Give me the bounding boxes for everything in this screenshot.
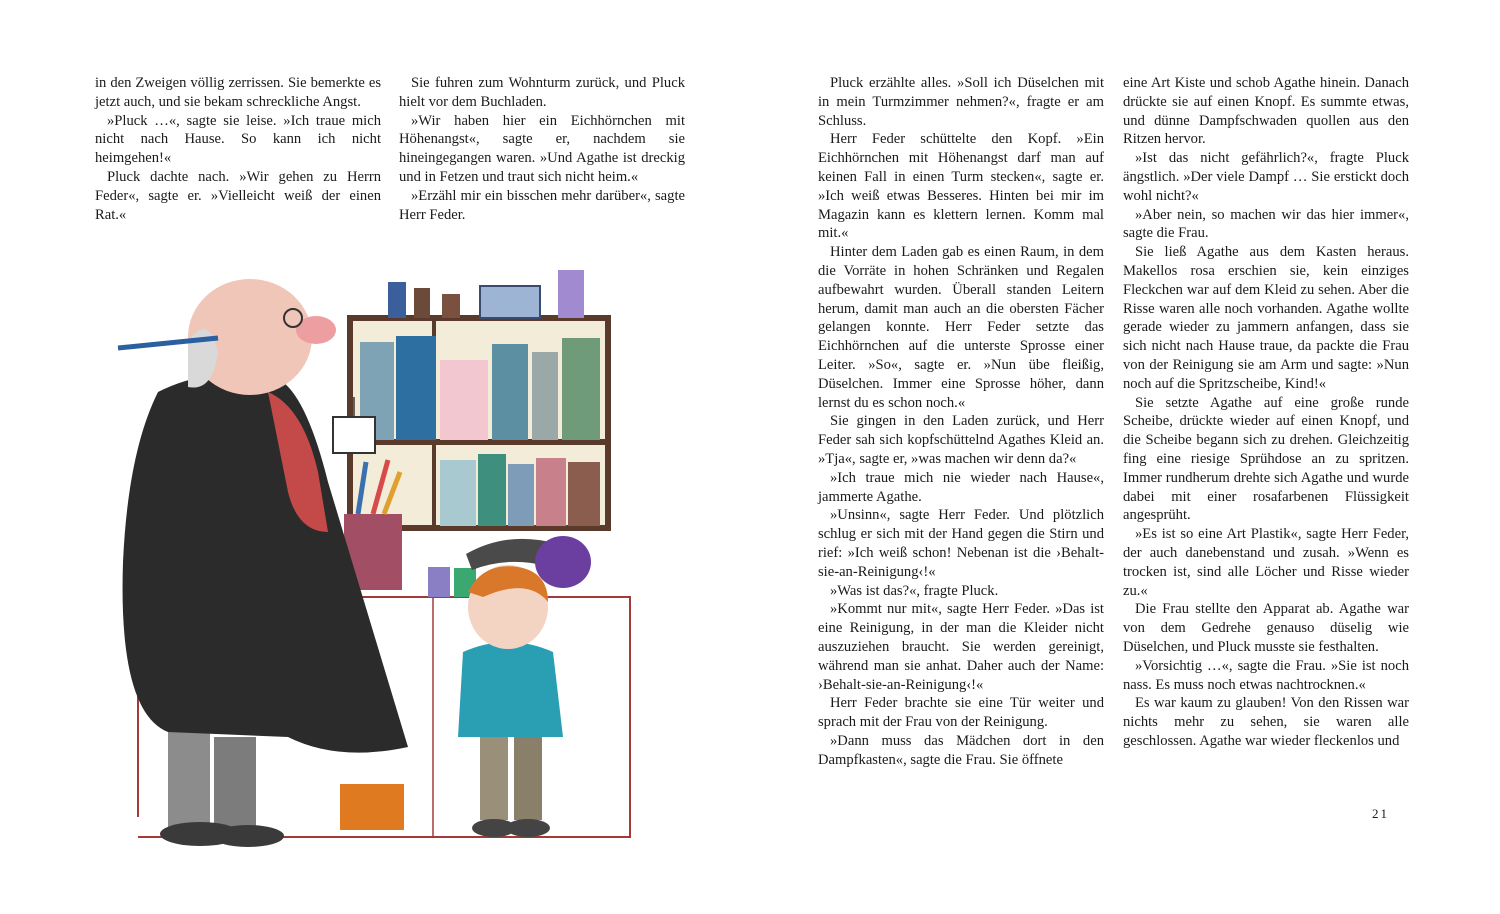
paragraph: »Erzähl mir ein bisschen mehr darüber«, sagte Herr Feder. [399, 187, 685, 223]
paragraph: Sie fuhren zum Wohnturm zurück, und Pluck hielt vor dem Buchladen. [399, 75, 685, 110]
paragraph: »Ich traue mich nie wieder nach Hause«, jammerte Agathe. [818, 469, 1104, 505]
paragraph: »Unsinn«, sagte Herr Feder. Und plötzlich schlug er sich mit der Hand gegen die Stirn und rief: »Ich weiß schon! Nebenan ist die ›Behalt-sie-an-Reinigung‹!« [818, 507, 1104, 580]
paragraph: Pluck dachte nach. »Wir gehen zu Herrn Feder«, sagte er. »Vielleicht weiß der einen Rat.« [95, 168, 381, 223]
paragraph: »Ist das nicht gefährlich?«, fragte Pluck ängstlich. »Der viele Dampf … Sie erstickt doch wohl nicht?« [1123, 150, 1409, 204]
paragraph: Sie gingen in den Laden zurück, und Herr Feder sah sich kopfschüttelnd Agathes Kleid an. »Tja«, sagte er, »was machen wir denn da?« [818, 413, 1104, 467]
paragraph: »Vorsichtig …«, sagte die Frau. »Sie ist noch nass. Es muss noch etwas nachtrocknen.« [1123, 657, 1409, 693]
paragraph: »Was ist das?«, fragte Pluck. [830, 582, 999, 599]
paragraph: »Wir haben hier ein Eichhörnchen mit Höhenangst«, sagte er, nachdem sie hineingegangen waren. »Und Agathe ist dreckig und in Fetzen und traut sich nicht heim.« [399, 112, 685, 185]
box [340, 784, 404, 830]
paragraph: in den Zweigen völlig zerrissen. Sie bemerkte es jetzt auch, und sie bekam schreckliche Angst. [95, 75, 381, 110]
text-column-2 [399, 74, 685, 224]
paragraph: Pluck erzählte alles. »Soll ich Düselchen mit in mein Turmzimmer nehmen?«, fragte er am Schluss. [818, 75, 1104, 129]
paragraph: »Kommt nur mit«, sagte Herr Feder. »Das ist eine Reinigung, in der man die Kleider nicht auszuziehen braucht. Sie werden gereinigt, während man sie anhat. Daher auch der Name: ›Behalt-sie-an-Reinigung‹!« [818, 601, 1104, 693]
paragraph: Die Frau stellte den Apparat ab. Agathe war von dem Gedrehe genauso düselig wie Düselchen, und Pluck musste sie festhalten. [1123, 601, 1409, 655]
paragraph: Herr Feder schüttelte den Kopf. »Ein Eichhörnchen mit Höhenangst darf man auf keinen Fall in einen Turm stecken«, sagte er. »Ich weiß etwas Besseres. Hinten bei mir im Magazin kann es klettern lernen. Komm mal mit.« [818, 131, 1104, 242]
paragraph: Es war kaum zu glauben! Von den Rissen war nichts mehr zu sehen, sie waren alle geschlossen. Agathe war wieder fleckenlos und [1123, 695, 1409, 749]
paragraph: Herr Feder brachte sie eine Tür weiter und sprach mit der Frau von der Reinigung. [818, 695, 1104, 731]
paragraph: Sie setzte Agathe auf eine große runde Scheibe, drückte wieder auf einen Knopf, und die Scheibe begann sich zu drehen. Gleichzeitig fing eine riesige Sprühdose an zu spritzen. Immer rundherum drehte sich Agathe und wurde dabei mit einer rosafarbenen Flüssigkeit angesprüht. [1123, 394, 1409, 524]
page-number: 21 [1372, 806, 1389, 821]
paragraph: »Aber nein, so machen wir das hier immer«, sagte die Frau. [1123, 206, 1409, 242]
paragraph: eine Art Kiste und schob Agathe hinein. Danach drückte sie auf einen Knopf. Es summte etwas, und dünne Dampfschwaden quollen aus den Ritzen hervor. [1123, 75, 1409, 148]
illustration [88, 232, 698, 882]
paragraph: Sie ließ Agathe aus dem Kasten heraus. Makellos rosa erschien sie, kein einziges Fleckchen war auf dem Kleid zu sehen. Aber die Risse waren alle noch vorhanden. Agathe wollte gerade wieder zu jammern anfangen, dass sie sich nicht nach Hause traue, da packte die Frau von der Reinigung sie am Arm und sagte: »Nun noch auf die Spritzscheibe, Kind!« [1123, 244, 1409, 392]
text-column-3 [818, 74, 1104, 769]
paragraph: Hinter dem Laden gab es einen Raum, in dem die Vorräte in hohen Schränken und Regalen aufbewahrt wurden. Überall standen Leitern herum, damit man auch an die obersten Fächer gelangen konnte. Herr Feder setzte das Eichhörnchen auf die unterste Sprosse einer Leiter. »So«, sagte er. »Nun übe fleißig, Düselchen. Immer eine Sprosse höher, dann lernst du es schon noch.« [818, 244, 1104, 411]
paragraph: »Dann muss das Mädchen dort in den Dampfkasten«, sagte die Frau. Sie öffnete [818, 732, 1104, 768]
paragraph: »Pluck …«, sagte sie leise. »Ich traue mich nicht nach Hause. So kann ich nicht heimgehen!« [95, 112, 381, 167]
text-column-4 [1123, 74, 1409, 751]
paragraph: »Es ist so eine Art Plastik«, sagte Herr Feder, der auch danebenstand und zusah. »Wenn es trocken ist, sind alle Löcher und Risse wieder zu.« [1123, 526, 1409, 599]
pluck-figure [458, 536, 591, 837]
text-column-1 [95, 74, 381, 224]
